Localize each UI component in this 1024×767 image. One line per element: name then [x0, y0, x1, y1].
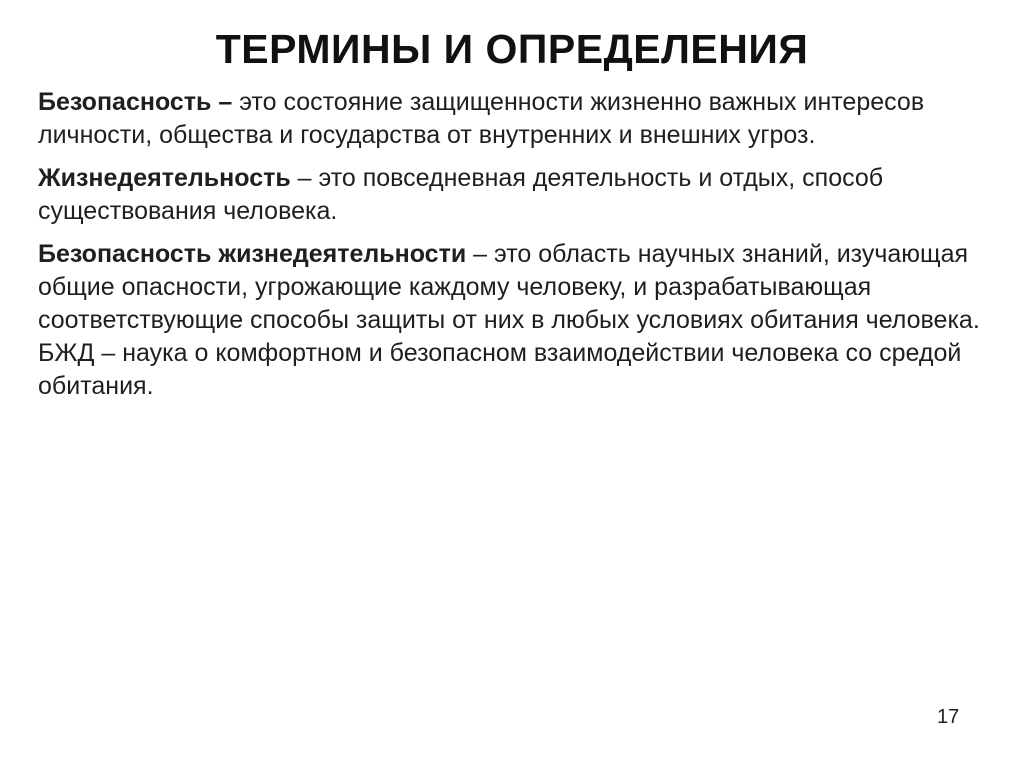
definition-safety [38, 86, 998, 152]
definition-life-activity [38, 162, 998, 228]
definitions-list [38, 86, 998, 413]
term-safety: Безопасность – [38, 88, 233, 116]
definition-life-safety [38, 238, 998, 403]
definition-life-activity-text: – это повседневная деятельность и отдых, способ существования человека. [38, 164, 884, 225]
term-life-safety: Безопасность жизнедеятельности [38, 240, 467, 268]
definition-safety-text: это состояние защищенности жизненно важных интересов личности, общества и государства от внутренних и внешних угроз. [38, 88, 925, 149]
page-number: 17 [937, 706, 960, 728]
slide-title: ТЕРМИНЫ И ОПРЕДЕЛЕНИЯ [215, 26, 809, 72]
definition-life-safety-text: – это область научных знаний, изучающая общие опасности, угрожающие каждому человеку, и разрабатывающая соответствующие способы защиты от них в любых условиях обитания человека. БЖД – наука о комфортном и безопасном взаимодействии человека со средой обитания. [38, 240, 980, 400]
term-life-activity: Жизнедеятельность [38, 164, 291, 192]
